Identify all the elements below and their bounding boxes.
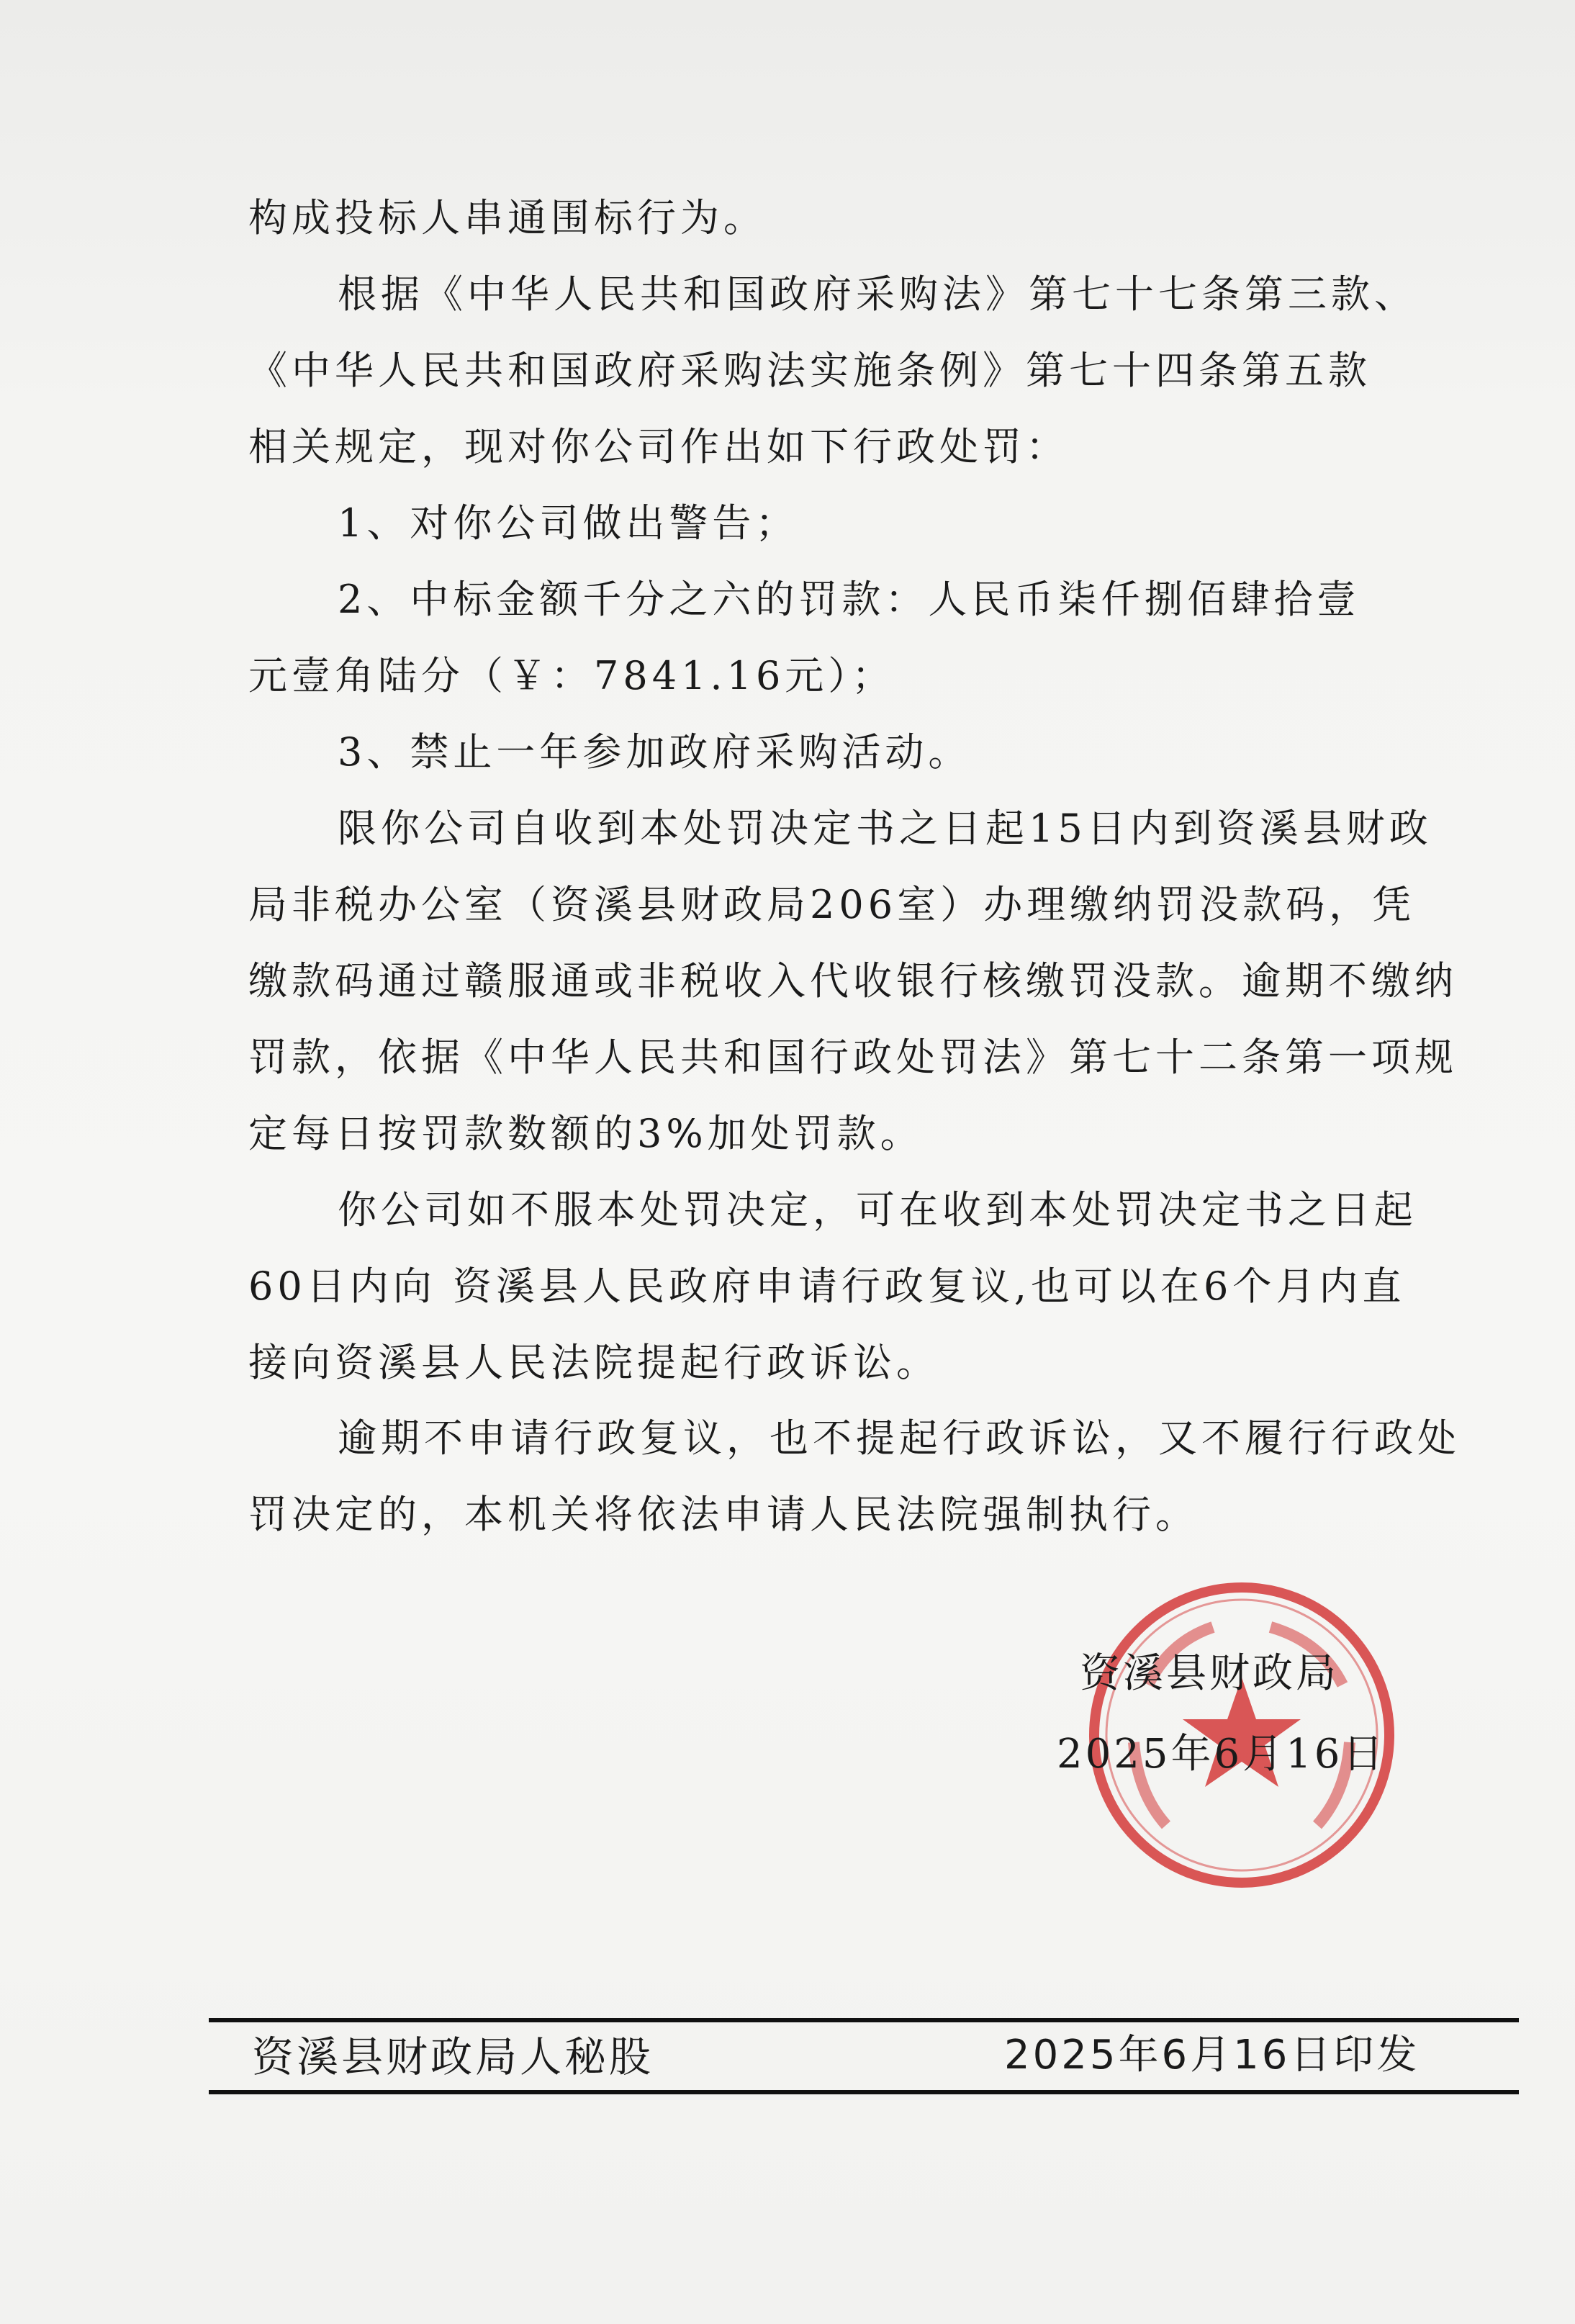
text-line: 罚款，依据《中华人民共和国行政处罚法》第七十二条第一项规 — [248, 1035, 1458, 1080]
paragraph-3 — [248, 485, 1400, 562]
paragraph-8 — [248, 1400, 1461, 1553]
text-line: 3、禁止一年参加政府采购活动。 — [338, 729, 972, 775]
issuing-organization: 资溪县财政局 — [1080, 1650, 1339, 1697]
text-line: 2、中标金额千分之六的罚款：人民币柒仟捌佰肆拾壹 — [338, 577, 1360, 622]
text-line: 限你公司自收到本处罚决定书之日起15日内到资溪县财政 — [338, 806, 1432, 851]
text-line: 定每日按罚款数额的3%加处罚款。 — [248, 1111, 924, 1156]
footer-department: 资溪县财政局人秘股 — [252, 2032, 654, 2081]
paragraph-5 — [248, 714, 1400, 791]
paragraph-1 — [248, 180, 1400, 256]
text-line: 缴款码通过赣服通或非税收入代收银行核缴罚没款。逾期不缴纳 — [248, 958, 1458, 1004]
text-line: 罚决定的，本机关将依法申请人民法院强制执行。 — [248, 1492, 1199, 1537]
text-line: 60日内向 资溪县人民政府申请行政复议,也可以在6个月内直 — [248, 1264, 1406, 1309]
text-line: 元壹角陆分（￥：7841.16元）； — [248, 653, 895, 698]
footer-print-date: 2025年6月16日印发 — [1004, 2032, 1420, 2078]
text-line: 1、对你公司做出警告； — [338, 500, 799, 546]
footer-bottom-rule — [209, 2090, 1519, 2094]
issue-date: 2025年6月16日 — [1057, 1731, 1386, 1778]
text-line: 根据《中华人民共和国政府采购法》第七十七条第三款、 — [338, 271, 1417, 317]
text-line: 相关规定，现对你公司作出如下行政处罚： — [248, 424, 1069, 469]
text-line: 《中华人民共和国政府采购法实施条例》第七十四条第五款 — [248, 348, 1371, 393]
text-line: 你公司如不服本处罚决定，可在收到本处罚决定书之日起 — [338, 1187, 1417, 1233]
text-line: 构成投标人串通围标行为。 — [248, 195, 767, 240]
text-line: 接向资溪县人民法院提起行政诉讼。 — [248, 1340, 939, 1385]
text-line: 局非税办公室（资溪县财政局206室）办理缴纳罚没款码，凭 — [248, 882, 1416, 927]
paragraph-4 — [248, 562, 1400, 714]
footer-top-rule — [209, 2018, 1519, 2022]
paragraph-2 — [248, 256, 1417, 485]
paragraph-6 — [248, 791, 1458, 1172]
text-line: 逾期不申请行政复议，也不提起行政诉讼，又不履行行政处 — [338, 1415, 1461, 1461]
paragraph-7 — [248, 1172, 1417, 1401]
